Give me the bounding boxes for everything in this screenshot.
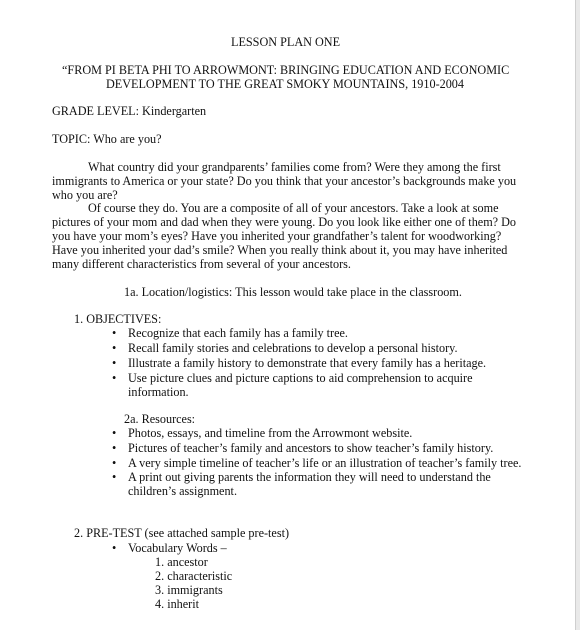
bullet-icon: • — [112, 371, 117, 385]
intro-p1-line-2: immigrants to America or your state? Do you think that your ancestor’s backgrounds make you — [52, 174, 517, 188]
intro-p2-line-3: you have your mom’s eyes? Have you inherited your grandfather’s talent for woodworking? — [52, 229, 502, 243]
vocab-item: 3. immigrants — [155, 583, 223, 597]
bullet-icon: • — [112, 326, 117, 340]
bullet-icon: • — [112, 341, 117, 355]
bullet-icon: • — [112, 426, 117, 440]
objective-item-continuation: information. — [128, 385, 189, 399]
objective-item: Recall family stories and celebrations to develop a personal history. — [128, 341, 458, 355]
vocab-item: 2. characteristic — [155, 569, 233, 583]
vocab-item: 4. inherit — [155, 597, 200, 611]
objectives-heading: 1. OBJECTIVES: — [74, 312, 162, 326]
intro-p2-line-4: Have you inherited your dad’s smile? When you really think about it, you may have inherited — [52, 243, 508, 257]
pretest-heading: 2. PRE-TEST (see attached sample pre-test) — [74, 526, 290, 540]
objective-item: Illustrate a family history to demonstrate that every family has a heritage. — [128, 356, 487, 370]
resource-item: Photos, essays, and timeline from the Arrowmont website. — [128, 426, 413, 440]
resource-item: A very simple timeline of teacher’s life or an illustration of teacher’s family tree. — [128, 456, 522, 470]
vocab-item: 1. ancestor — [155, 555, 208, 569]
document-title: LESSON PLAN ONE — [231, 35, 341, 49]
location-logistics: 1a. Location/logistics: This lesson would take place in the classroom. — [124, 285, 462, 299]
vocabulary-heading: Vocabulary Words – — [128, 541, 227, 555]
bullet-icon: • — [112, 470, 117, 484]
resource-item: A print out giving parents the information they will need to understand the — [128, 470, 491, 484]
subtitle-line-2: DEVELOPMENT TO THE GREAT SMOKY MOUNTAINS, 1910-2004 — [106, 77, 464, 91]
grade-level: GRADE LEVEL: Kindergarten — [52, 104, 207, 118]
resource-item: Pictures of teacher’s family and ancestors to show teacher’s family history. — [128, 441, 494, 455]
subtitle-line-1: “FROM PI BETA PHI TO ARROWMONT: BRINGING EDUCATION AND ECONOMIC — [62, 63, 510, 77]
objective-item: Recognize that each family has a family tree. — [128, 326, 348, 340]
bullet-icon: • — [112, 441, 117, 455]
resource-item-continuation: children’s assignment. — [128, 484, 237, 498]
intro-p1-line-1: What country did your grandparents’ families come from? Were they among the first — [88, 160, 501, 174]
intro-p1-line-3: who you are? — [52, 188, 118, 202]
intro-p2-line-2: pictures of your mom and dad when they were young. Do you look like either one of them? Do — [52, 215, 517, 229]
resources-heading: 2a. Resources: — [124, 412, 196, 426]
bullet-icon: • — [112, 356, 117, 370]
topic: TOPIC: Who are you? — [52, 132, 162, 146]
bullet-icon: • — [112, 541, 117, 555]
objective-item: Use picture clues and picture captions to aid comprehension to acquire — [128, 371, 473, 385]
intro-p2-line-1: Of course they do. You are a composite of all of your ancestors. Take a look at some — [88, 201, 499, 215]
intro-p2-line-5: many different characteristics from several of your ancestors. — [52, 257, 351, 271]
bullet-icon: • — [112, 456, 117, 470]
